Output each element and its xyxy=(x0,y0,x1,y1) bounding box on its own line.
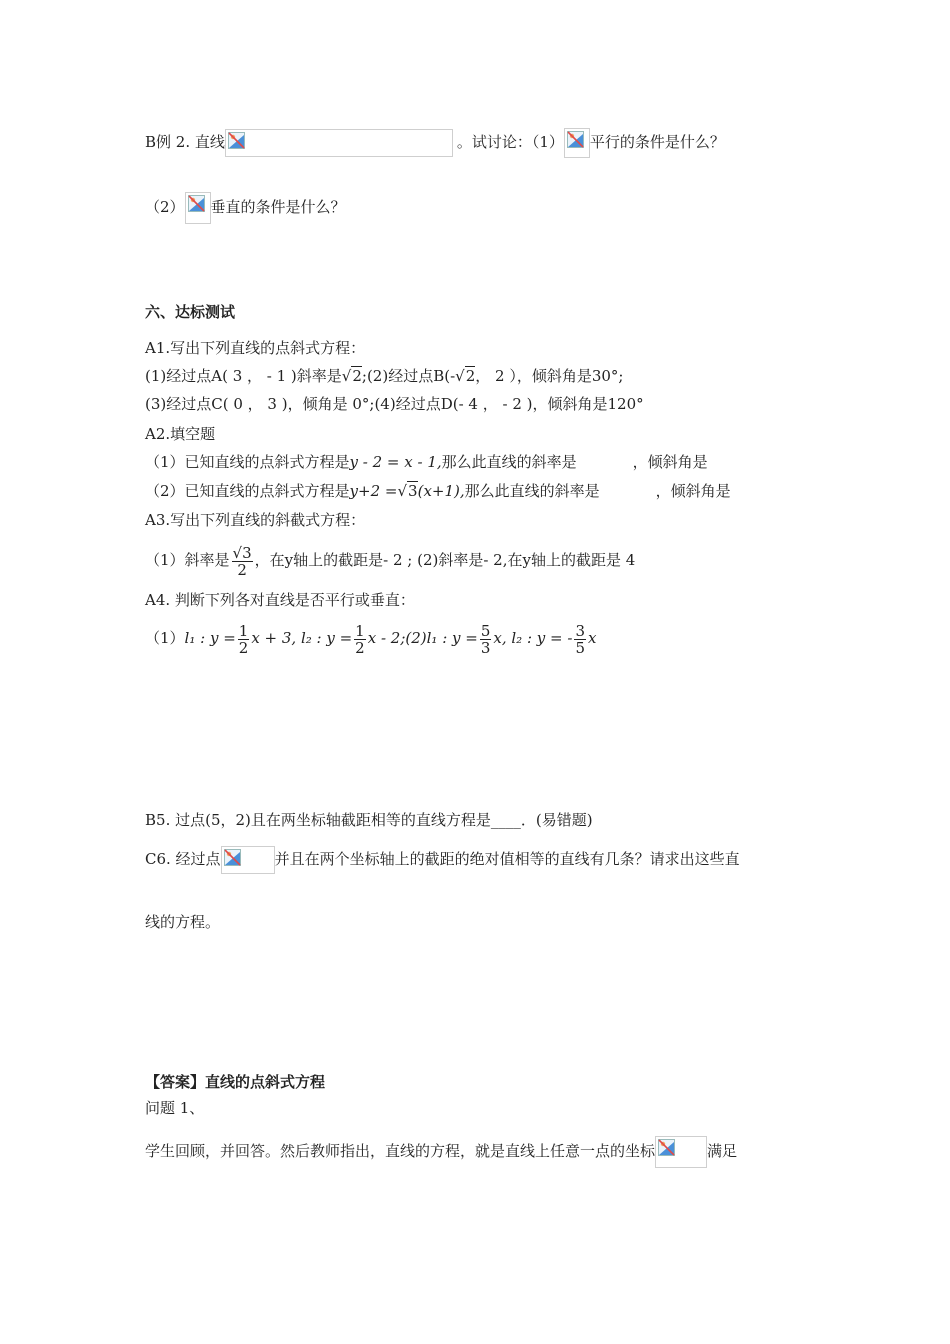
a4-title: A4. 判断下列各对直线是否平行或垂直： xyxy=(145,591,415,609)
fraction-numerator: 1 xyxy=(238,621,249,640)
sqrt-symbol: √ xyxy=(455,367,465,385)
example-2b-prefix: （2） xyxy=(145,198,185,216)
a2-l1-question: 那么此直线的斜率是 xyxy=(441,453,577,471)
a1-l1-part3: ， 2 ），倾斜角是30°; xyxy=(475,367,624,385)
sqrt-symbol: √ xyxy=(397,482,408,500)
a3-l1-text: （1）斜率是 xyxy=(145,551,230,569)
a2-title: A2.填空题 xyxy=(145,425,216,443)
answer-paragraph-tail: 满足 xyxy=(707,1142,738,1160)
answer-paragraph-text: 学生回顾，并回答。然后教师指出，直线的方程，就是直线上任意一点的坐标 xyxy=(145,1142,656,1160)
a3-line-1 xyxy=(145,538,635,582)
broken-image-icon xyxy=(567,131,584,148)
a2-line-2 xyxy=(145,481,731,501)
broken-image-icon xyxy=(228,132,245,149)
a4-line-1 xyxy=(145,616,596,660)
answer-question-1: 问题 1、 xyxy=(145,1099,205,1117)
example-2-part2 xyxy=(145,192,346,224)
a4-eq-part: x - 2;(2)l₁ : y = xyxy=(367,629,478,647)
formula-image xyxy=(225,129,453,157)
a2-l2-equation-left: y+2 = xyxy=(349,482,398,500)
fraction xyxy=(354,623,366,656)
sqrt-radicand: 2 xyxy=(352,367,362,385)
section-6-title: 六、达标测试 xyxy=(145,303,236,321)
a1-l1-part1: (1)经过点A( 3 ， - 1 )斜率是 xyxy=(145,367,342,385)
a4-eq-part: x + 3, l₂ : y = xyxy=(251,629,353,647)
a1-l1-part2: ;(2)经过点B(- xyxy=(361,367,456,385)
a4-eq-part: l₁ : y = xyxy=(184,629,236,647)
sqrt-symbol: √ xyxy=(341,367,352,385)
a2-l1-equation: y - 2 = x - 1, xyxy=(349,453,442,471)
fraction-numerator: 3 xyxy=(575,621,585,640)
b5-line: B5. 过点(5，2)且在两坐标轴截距相等的直线方程是____．(易错题) xyxy=(145,811,593,829)
a4-l1-label: （1） xyxy=(145,629,185,647)
a4-eq-part: x xyxy=(587,629,597,647)
a2-line-1 xyxy=(145,452,708,472)
a2-l1-question2: ，倾斜角是 xyxy=(632,453,708,471)
example-2-mid: 。试讨论：（1） xyxy=(456,133,564,151)
example-2-prefix: B例 2. 直线 xyxy=(145,133,225,151)
fraction-numerator: 1 xyxy=(355,621,365,640)
fraction-numerator: 5 xyxy=(480,621,491,640)
formula-image xyxy=(564,128,590,158)
a4-eq-part: x, l₂ : y = - xyxy=(493,629,573,647)
a2-l2-question2: ，倾斜角是 xyxy=(655,482,731,500)
example-2-tail: 平行的条件是什么？ xyxy=(589,133,725,151)
fraction xyxy=(232,545,253,578)
answer-paragraph xyxy=(145,1136,737,1168)
a1-line-2: (3)经过点C( 0 ， 3 )，倾角是 0°;(4)经过点D(- 4 ， - 2 )，倾斜角是120° xyxy=(145,395,644,413)
a1-title: A1.写出下列直线的点斜式方程： xyxy=(145,339,366,357)
fraction-denominator: 2 xyxy=(355,638,365,657)
a3-title: A3.写出下列直线的斜截式方程： xyxy=(145,511,366,529)
fraction xyxy=(480,623,492,656)
example-2-line xyxy=(145,128,725,158)
fraction-numerator: √3 xyxy=(232,543,252,562)
c6-line xyxy=(145,846,740,874)
c6-tail: 并且在两个坐标轴上的截距的绝对值相等的直线有几条？请求出这些直 xyxy=(274,850,740,868)
fraction-denominator: 3 xyxy=(480,638,491,657)
a1-line-1 xyxy=(145,366,623,386)
answer-title: 【答案】直线的点斜式方程 xyxy=(145,1073,326,1091)
a2-l2-equation-right: (x+1), xyxy=(417,482,465,500)
fraction-denominator: 5 xyxy=(575,638,585,657)
formula-image xyxy=(221,846,275,874)
fraction xyxy=(574,623,586,656)
sqrt-radicand: 3 xyxy=(408,482,418,500)
example-2b-tail: 垂直的条件是什么？ xyxy=(210,198,346,216)
a2-l1-text: （1）已知直线的点斜式方程是 xyxy=(145,453,350,471)
fraction xyxy=(238,623,250,656)
broken-image-icon xyxy=(224,849,241,866)
fraction-denominator: 2 xyxy=(237,560,247,579)
broken-image-icon xyxy=(658,1139,675,1156)
c6-continuation: 线的方程。 xyxy=(145,913,221,931)
c6-prefix: C6. 经过点 xyxy=(145,850,221,868)
a2-l2-question: 那么此直线的斜率是 xyxy=(464,482,600,500)
sqrt-radicand: 2 xyxy=(465,367,476,385)
a2-l2-text: （2）已知直线的点斜式方程是 xyxy=(145,482,350,500)
fraction-denominator: 2 xyxy=(238,638,249,657)
formula-image xyxy=(655,1136,707,1168)
a3-l1-rest: ，在y轴上的截距是- 2 ; (2)斜率是- 2,在y轴上的截距是 4 xyxy=(254,551,636,569)
formula-image xyxy=(185,192,211,224)
broken-image-icon xyxy=(188,195,205,212)
